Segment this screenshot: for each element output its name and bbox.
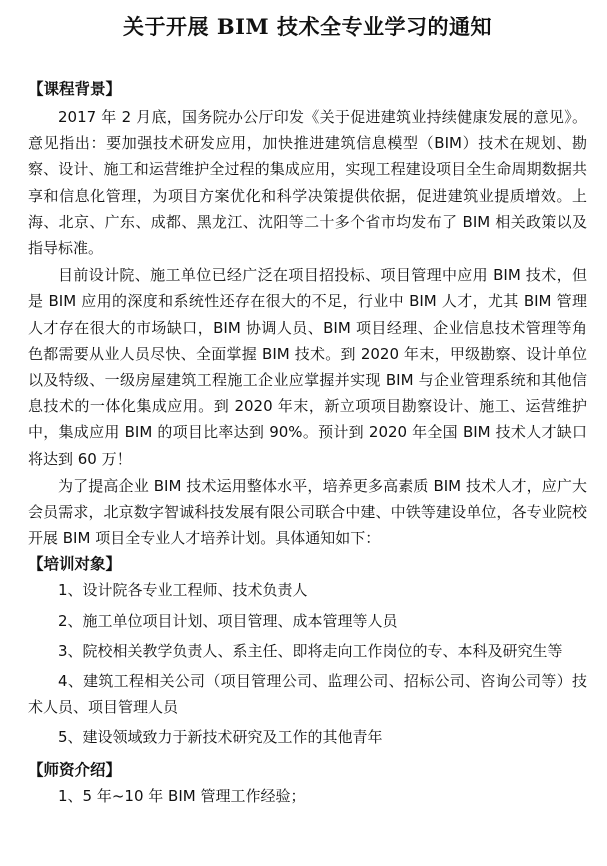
audience-list — [28, 577, 587, 750]
list-item: 1、设计院各专业工程师、技术负责人 — [58, 581, 308, 600]
list-item: 3、院校相关教学负责人、系主任、即将走向工作岗位的专、本科及研究生等 — [58, 641, 563, 660]
section-faculty — [28, 757, 587, 809]
section-heading-faculty: 【师资介绍】 — [28, 760, 122, 779]
list-item: 5、建设领域致力于新技术研究及工作的其他青年 — [58, 728, 383, 747]
list-item: 2、施工单位项目计划、项目管理、成本管理等人员 — [58, 611, 398, 630]
section-heading-audience: 【培训对象】 — [28, 555, 122, 574]
section-heading-background: 【课程背景】 — [28, 80, 122, 98]
paragraph-policy: 2017 年 2 月底，国务院办公厅印发《关于促进建筑业持续健康发展的意见》。意见指出：要加强技术研发应用，加快推进建筑信息模型（BIM）技术在规划、勘察、设计、施工和运营维护全过程的集成应用，实现工程建设项目全生命周期数据共享和信息化管理，为项目方案优化和科学决策提供依据，促进建筑业提质增效。上海、北京、广东、成都、黑龙江、沈阳等二十多个省市均发布了 BIM 相关政策以及指导标准。 — [28, 108, 587, 258]
paragraph-program-plan: 为了提高企业 BIM 技术运用整体水平，培养更多高素质 BIM 技术人才，应广大会员需求，北京数字智诚科技发展有限公司联合中建、中铁等建设单位，各专业院校开展 BIM 项目全专业人才培养计划。具体通知如下： — [28, 476, 587, 548]
paragraph-market-gap: 目前设计院、施工单位已经广泛在项目招投标、项目管理中应用 BIM 技术，但是 BIM 应用的深度和系统性还存在很大的不足，行业中 BIM 人才，尤其 BIM 管理人才存在很大的市场缺口，BIM 协调人员、BIM 项目经理、企业信息技术管理等角色都需要从业人员尽快、全面掌握 BIM 技术。到 2020 年末，甲级勘察、设计单位以及特级、一级房屋建筑工程施工企业应掌握并实现 BIM 与企业管理系统和其他信息技术的一体化集成应用。到 2020 年末，新立项项目勘察设计、施工、运营维护中，集成应用 BIM 的项目比率达到 90%。预计到 2020 年全国 BIM 技术人才缺口将达到 60 万！ — [28, 266, 587, 468]
document-title: 关于开展 BIM 技术全专业学习的通知 — [123, 14, 492, 39]
faculty-list — [28, 783, 587, 809]
list-item: 4、建筑工程相关公司（项目管理公司、监理公司、招标公司、咨询公司等）技术人员、项目管理人员 — [28, 672, 587, 717]
section-training-audience — [28, 551, 587, 750]
section-course-background — [28, 76, 587, 551]
list-item: 1、5 年~10 年 BIM 管理工作经验； — [58, 786, 306, 805]
